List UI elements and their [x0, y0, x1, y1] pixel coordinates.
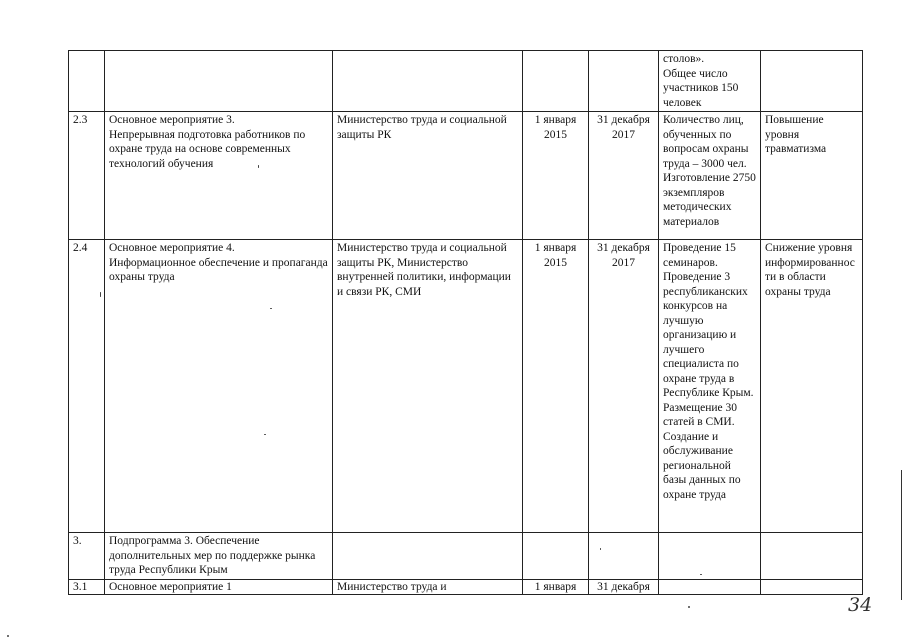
end-date-cell: 31 декабря: [589, 579, 659, 594]
scan-speck: [100, 292, 101, 297]
start-date-cell: [523, 533, 589, 580]
table-row: [69, 579, 863, 594]
program-activities-table: [68, 50, 863, 595]
result-cell: [761, 533, 863, 580]
executor-cell: [333, 533, 523, 580]
result-cell: Повышение уровня травматизма: [761, 112, 863, 240]
result-cell: [761, 51, 863, 112]
end-date-cell: [589, 51, 659, 112]
row-number-cell: 2.4: [69, 240, 105, 533]
scan-speck: [700, 574, 702, 575]
start-date-cell: [523, 51, 589, 112]
executor-cell: Министерство труда и социальной защиты РК: [333, 112, 523, 240]
indicator-cell: Проведение 15 семинаров. Проведение 3 республиканских конкурсов на лучшую организацию и лучшего специалиста по охране труда в Республике Крым. Размещение 30 статей в СМИ. Создание и обслуживание региональной базы данных по охране труда: [659, 240, 761, 533]
scan-speck: [7, 635, 9, 637]
scan-speck: [258, 165, 259, 168]
event-cell: Подпрограмма 3. Обеспечение дополнительных мер по поддержке рынка труда Республики Крым: [105, 533, 333, 580]
event-cell: [105, 51, 333, 112]
end-date-cell: 31 декабря 2017: [589, 240, 659, 533]
row-number-cell: 3.: [69, 533, 105, 580]
event-cell: Основное мероприятие 3. Непрерывная подготовка работников по охране труда на основе современных технологий обучения: [105, 112, 333, 240]
table-row: [69, 51, 863, 112]
end-date-cell: 31 декабря 2017: [589, 112, 659, 240]
scan-speck: [688, 606, 690, 608]
indicator-cell: Количество лиц, обученных по вопросам охраны труда – 3000 чел. Изготовление 2750 экземпляров методических материалов: [659, 112, 761, 240]
indicator-cell: столов». Общее число участников 150 человек: [659, 51, 761, 112]
row-number-cell: 2.3: [69, 112, 105, 240]
start-date-cell: 1 января 2015: [523, 112, 589, 240]
result-cell: Снижение уровня информированности в области охраны труда: [761, 240, 863, 533]
handwritten-page-number: 34: [848, 594, 873, 616]
table-row: [69, 240, 863, 533]
executor-cell: Министерство труда и: [333, 579, 523, 594]
scan-speck: [270, 308, 272, 309]
result-cell: [761, 579, 863, 594]
start-date-cell: 1 января: [523, 579, 589, 594]
event-cell: Основное мероприятие 4. Информационное обеспечение и пропаганда охраны труда: [105, 240, 333, 533]
indicator-cell: [659, 579, 761, 594]
start-date-cell: 1 января 2015: [523, 240, 589, 533]
scan-speck: [264, 434, 266, 435]
indicator-cell: [659, 533, 761, 580]
scan-speck: [600, 548, 601, 550]
margin-line: [901, 470, 902, 600]
row-number-cell: 3.1: [69, 579, 105, 594]
row-number-cell: [69, 51, 105, 112]
end-date-cell: [589, 533, 659, 580]
executor-cell: [333, 51, 523, 112]
table-row: [69, 112, 863, 240]
event-cell: Основное мероприятие 1: [105, 579, 333, 594]
table-row: [69, 533, 863, 580]
executor-cell: Министерство труда и социальной защиты РК, Министерство внутренней политики, информации и связи РК, СМИ: [333, 240, 523, 533]
